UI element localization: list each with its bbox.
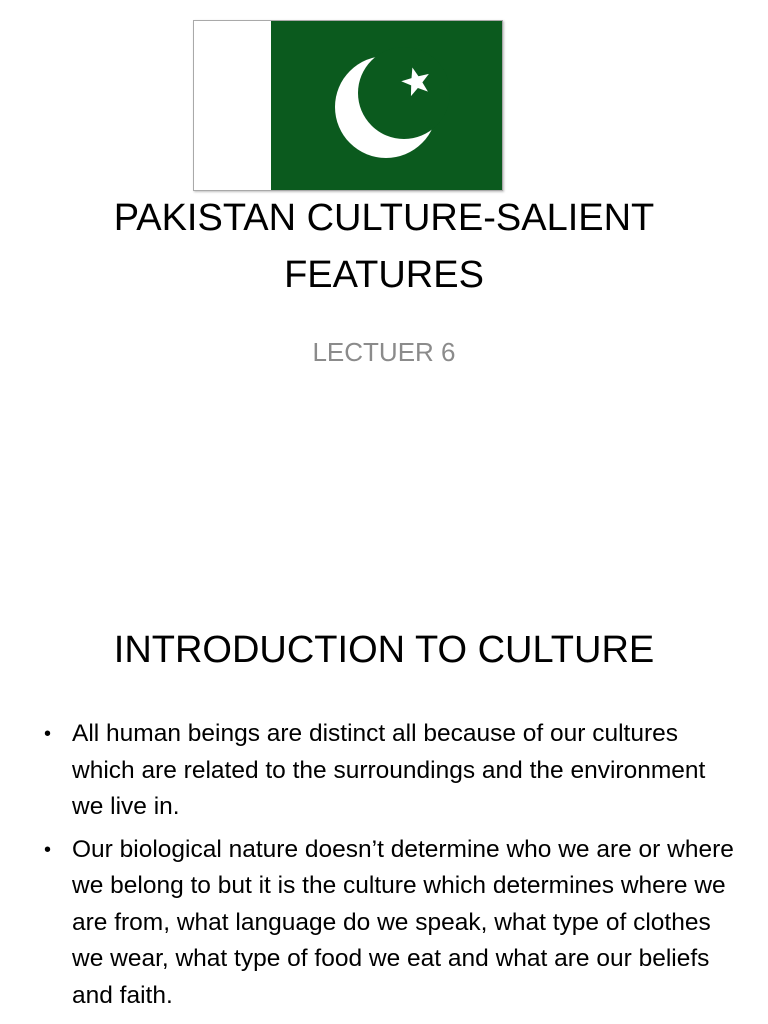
crescent-star-icon [194,21,502,190]
slide-heading: INTRODUCTION TO CULTURE [113,629,655,671]
bullet-text: All human beings are distinct all because of our cultures which are related to the surroundings and the environment we live in. [72,720,706,820]
bullet-item [44,716,734,826]
title-line-1: PAKISTAN CULTURE-SALIENT [113,197,655,239]
title-line-2: FEATURES [284,254,484,296]
pakistan-flag [193,20,503,191]
bullet-item [44,832,734,1015]
bullet-dot-icon: • [44,838,52,861]
bullet-dot-icon: • [44,723,52,745]
content-slide [0,576,768,1024]
slide-subtitle: LECTUER 6 [312,337,456,367]
bullet-list [44,716,734,1020]
bullet-text: Our biological nature doesn’t determine who we are or where we belong to but it is the culture which determines where we are from, what language do we speak, what type of clothes we wear, what type of food we eat and what are our beliefs and faith. [72,835,734,1009]
slide-title [60,190,708,304]
